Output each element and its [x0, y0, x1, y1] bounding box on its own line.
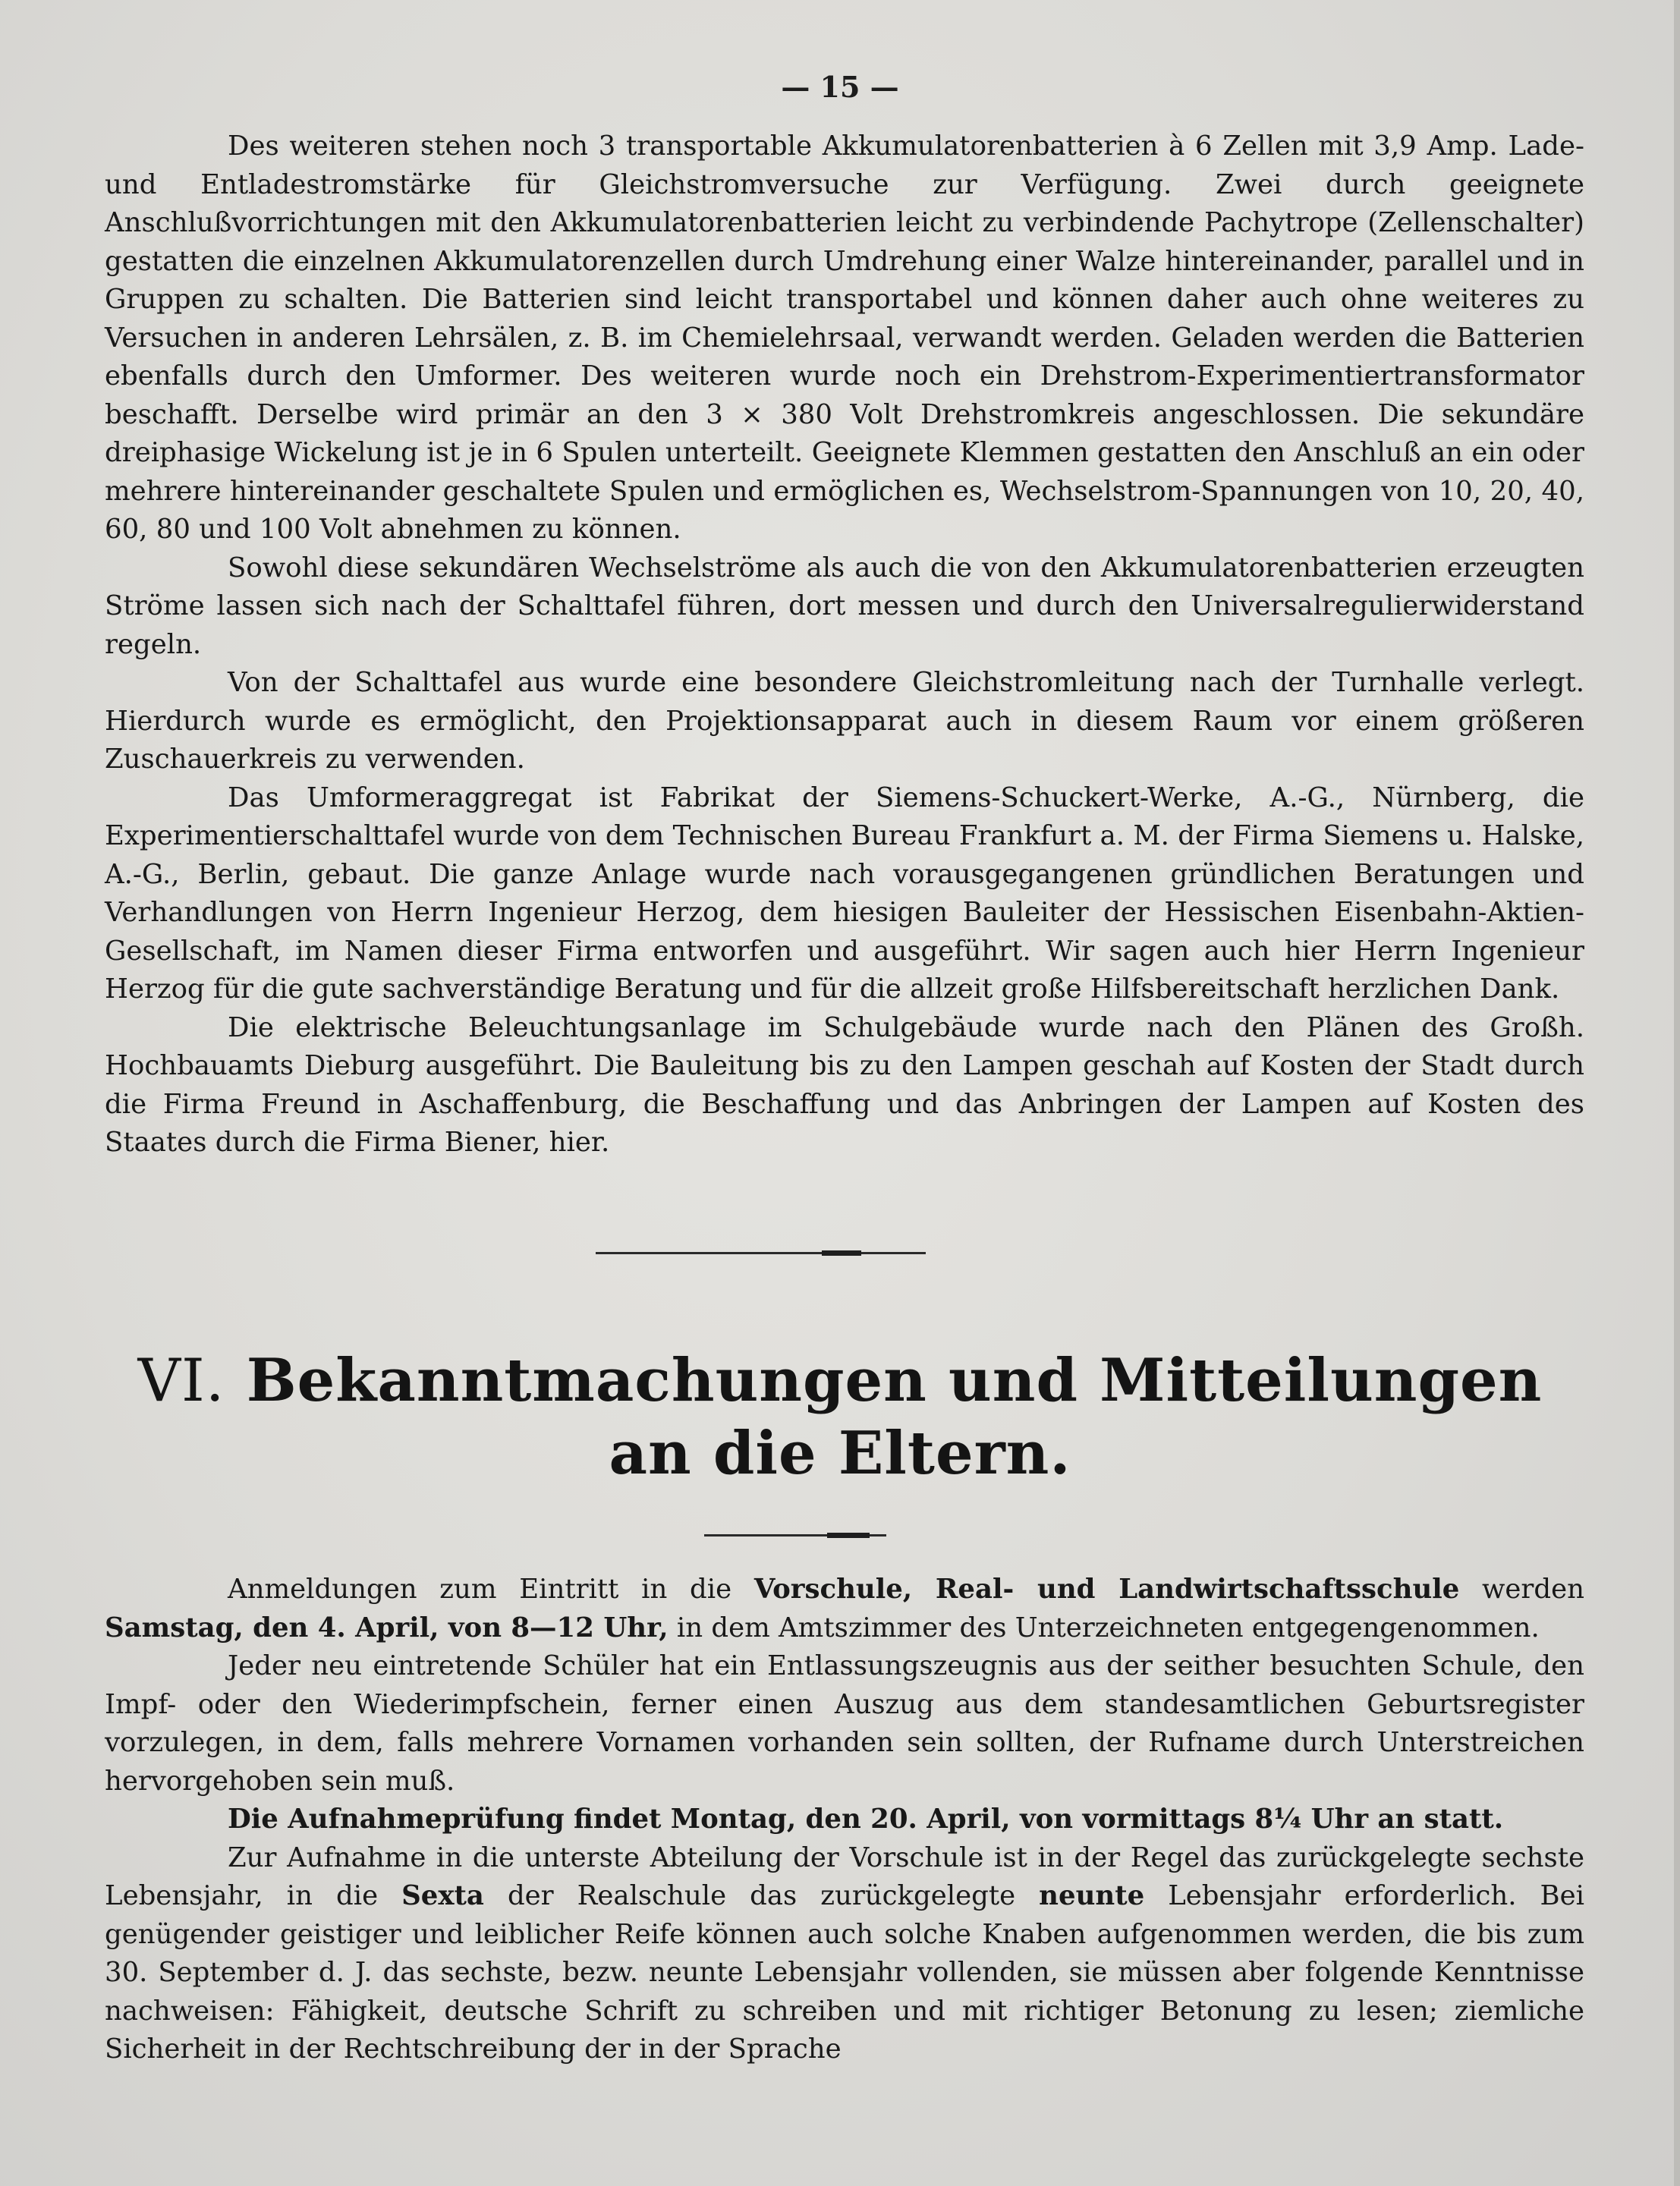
admission-text-2: der Realschule das zurückgelegte	[483, 1880, 1040, 1911]
registration-text-1: Anmeldungen zum Eintritt in die	[228, 1574, 754, 1605]
divider-rule-upper	[596, 1252, 926, 1254]
registration-text-3: in dem Amtszimmer des Unterzeichneten entgegengenommen.	[668, 1612, 1540, 1643]
admission-text-3: Lebensjahr erforderlich. Bei genügender geistiger und leiblicher Reife können auch solche Knaben aufgenommen werden, die bis zum 30. September d. J. das sechste, bezw. neunte Lebensjahr vollenden, sie müssen aber folgende Kenntnisse nachweisen: Fähigkeit, deutsche Schrift zu schreiben und mit richtiger Betonung zu lesen; ziemliche Sicherheit in der Rechtschreibung der in der Sprache	[105, 1880, 1584, 2065]
upper-text-block	[105, 127, 1584, 1162]
paragraph-admission-age	[105, 1839, 1584, 2069]
lower-text-block	[105, 1571, 1584, 2069]
paragraph-registration	[105, 1571, 1584, 1647]
paragraph-batteries: Des weiteren stehen noch 3 transportable Akkumulatorenbatterien à 6 Zellen mit 3,9 Amp. Lade- und Entladestromstärke für Gleichstromversuche zur Verfügung. Zwei durch geeignete Anschlußvorrichtungen mit den Akkumulatorenbatterien leicht zu verbindende Pachytrope (Zellenschalter) gestatten die einzelnen Akkumulatorenzellen durch Umdrehung einer Walze hintereinander, parallel und in Gruppen zu schalten. Die Batterien sind leicht transportabel und können daher auch ohne weiteres zu Versuchen in anderen Lehrsälen, z. B. im Chemielehrsaal, verwandt werden. Geladen werden die Batterien ebenfalls durch den Umformer. Des weiteren wurde noch ein Drehstrom-Experimentiertransformator beschafft. Derselbe wird primär an den 3 × 380 Volt Drehstromkreis angeschlossen. Die sekundäre dreiphasige Wickelung ist je in 6 Spulen unterteilt. Geeignete Klemmen gestatten den Anschluß an ein oder mehrere hintereinander geschaltete Spulen und ermöglichen es, Wechselstrom-Spannungen von 10, 20, 40, 60, 80 und 100 Volt abnehmen zu können.	[105, 131, 1584, 545]
admission-sexta: Sexta	[401, 1880, 484, 1911]
paragraph-entrance-exam: Die Aufnahmeprüfung findet Montag, den 20. April, von vormittags 8¼ Uhr an statt.	[228, 1804, 1504, 1835]
paragraph-gym-line: Von der Schalttafel aus wurde eine besondere Gleichstromleitung nach der Turnhalle verlegt. Hierdurch wurde es ermöglicht, den Projektionsapparat auch in diesem Raum vor einem größeren Zuschauerkreis zu verwenden.	[105, 667, 1584, 775]
paragraph-manufacturer: Das Umformeraggregat ist Fabrikat der Siemens-Schuckert-Werke, A.-G., Nürnberg, die Experimentierschalttafel wurde von dem Technischen Bureau Frankfurt a. M. der Firma Siemens u. Halske, A.-G., Berlin, gebaut. Die ganze Anlage wurde nach vorausgegangenen gründlichen Beratungen und Verhandlungen von Herrn Ingenieur Herzog, dem hiesigen Bauleiter der Hessischen Eisenbahn-Aktien-Gesellschaft, im Namen dieser Firma entworfen und ausgeführt. Wir sagen auch hier Herrn Ingenieur Herzog für die gute sachverständige Beratung und für die allzeit große Hilfsbereitschaft herzlichen Dank.	[105, 782, 1584, 1005]
section-heading	[0, 1345, 1680, 1490]
paragraph-lighting: Die elektrische Beleuchtungsanlage im Schulgebäude wurde nach den Plänen des Großh. Hochbauamts Dieburg ausgeführt. Die Bauleitung bis zu den Lampen geschah auf Kosten der Stadt durch die Firma Freund in Aschaffenburg, die Beschaffung und das Anbringen der Lampen auf Kosten des Staates durch die Firma Biener, hier.	[105, 1011, 1584, 1158]
registration-schools: Vorschule, Real- und Landwirtschaftsschule	[753, 1574, 1460, 1605]
registration-date: Samstag, den 4. April, von 8—12 Uhr,	[105, 1612, 669, 1643]
divider-mark-lower	[827, 1533, 870, 1538]
section-title-line-1: Bekanntmachungen und Mitteilungen	[246, 1346, 1543, 1415]
section-heading-line-1	[0, 1345, 1680, 1417]
page-number: — 15 —	[781, 70, 899, 104]
registration-text-2: werden	[1459, 1574, 1585, 1605]
paragraph-alternating-currents: Sowohl diese sekundären Wechselströme als auch die von den Akkumulatorenbatterien erzeugten Ströme lassen sich nach der Schalttafel führen, dort messen und durch den Universalregulierwiderstand regeln.	[105, 552, 1584, 660]
divider-mark-upper	[822, 1250, 861, 1256]
section-title-line-2: an die Eltern.	[609, 1419, 1071, 1488]
page-edge-shadow	[1674, 0, 1680, 2186]
paragraph-documents: Jeder neu eintretende Schüler hat ein Entlassungszeugnis aus der seither besuchten Schule, den Impf- oder den Wiederimpfschein, ferner einen Auszug aus dem standesamtlichen Geburtsregister vorzulegen, in dem, falls mehrere Vornamen vorhanden sein sollten, der Rufname durch Unterstreichen hervorgehoben sein muß.	[105, 1650, 1584, 1797]
admission-ninth: neunte	[1039, 1880, 1145, 1911]
section-number: VI.	[137, 1347, 225, 1415]
admission-text-1: Zur Aufnahme in die unterste Abteilung der Vorschule ist in der Regel das zurückgelegte sechste Lebensjahr, in die	[105, 1842, 1584, 1911]
